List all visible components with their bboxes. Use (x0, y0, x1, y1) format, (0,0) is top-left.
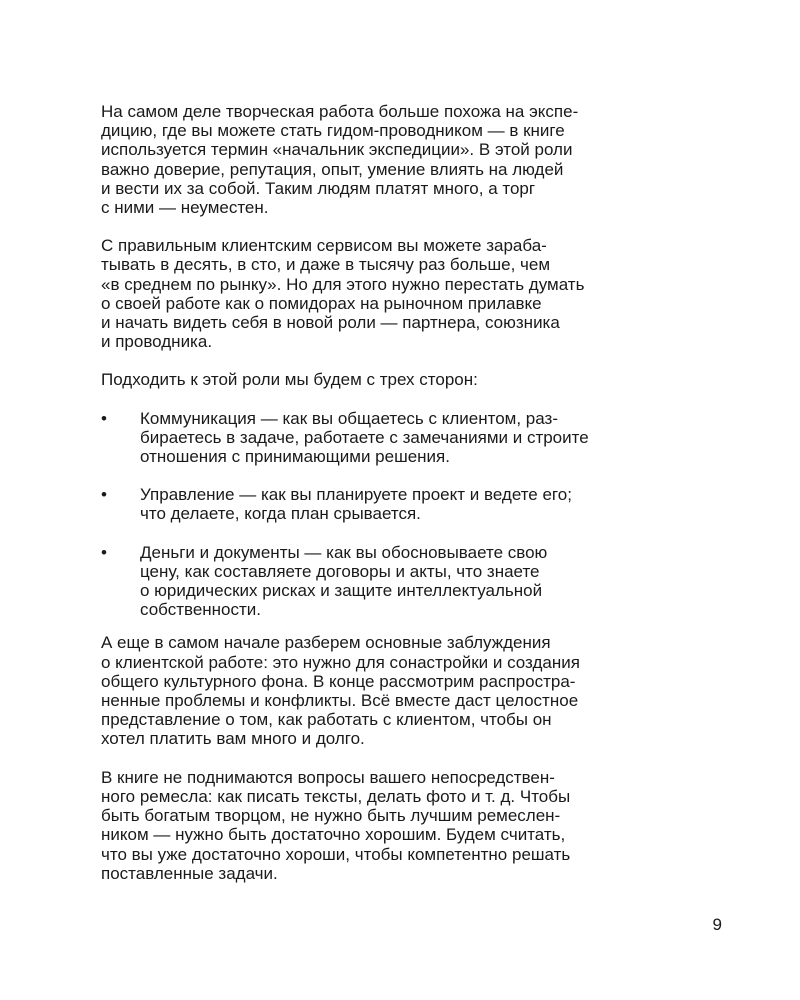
page-number: 9 (712, 915, 722, 934)
bullet-icon: • (101, 542, 107, 562)
paragraph: На самом деле творческая работа больше похожа на экспе- дицию, где вы можете стать гидом-проводником — в книге используется термин «начальник экспедиции». В этой роли важно доверие, репутация, опыт, умение влиять на людей и вести их за собой. Таким людям платят много, а торг с ними — неуместен. (101, 102, 579, 218)
list-item: • Коммуникация — как вы общаетесь с клиентом, раз- бираетесь в задаче, работаете с замечаниями и строите отношения с принимающими решения. (101, 408, 589, 467)
paragraph: Подходить к этой роли мы будем с трех сторон: (101, 370, 478, 390)
paragraph: А еще в самом начале разберем основные заблуждения о клиентской работе: это нужно для сонастройки и создания общего культурного фона. В конце рассмотрим распростра- ненные проблемы и конфликты. Всё вместе даст целостное представление о том, как работать с клиентом, чтобы он хотел платить вам много и долго. (101, 633, 580, 749)
body-text (101, 102, 701, 883)
paragraph: В книге не поднимаются вопросы вашего непосредствен- ного ремесла: как писать тексты, делать фото и т. д. Чтобы быть богатым творцом, не нужно быть лучшим ремеслен- ником — нужно быть достаточно хорошим. Будем считать, что вы уже достаточно хороши, чтобы компетентно решать поставленные задачи. (101, 767, 571, 883)
bullet-icon: • (101, 408, 107, 428)
list-item: • Управление — как вы планируете проект и ведете его; что делаете, когда план срывается. (101, 485, 572, 524)
paragraph: С правильным клиентским сервисом вы можете зараба- тывать в десять, в сто, и даже в тысячу раз больше, чем «в среднем по рынку». Но для этого нужно перестать думать о своей работе как о помидорах на рыночном прилавке и начать видеть себя в новой роли — партнера, союзника и проводника. (101, 236, 585, 352)
bullet-list (101, 409, 701, 620)
bullet-icon: • (101, 485, 107, 505)
list-item: • Деньги и документы — как вы обосновываете свою цену, как составляете договоры и акты, что знаете о юридических рисках и защите интеллектуальной собственности. (101, 542, 548, 620)
